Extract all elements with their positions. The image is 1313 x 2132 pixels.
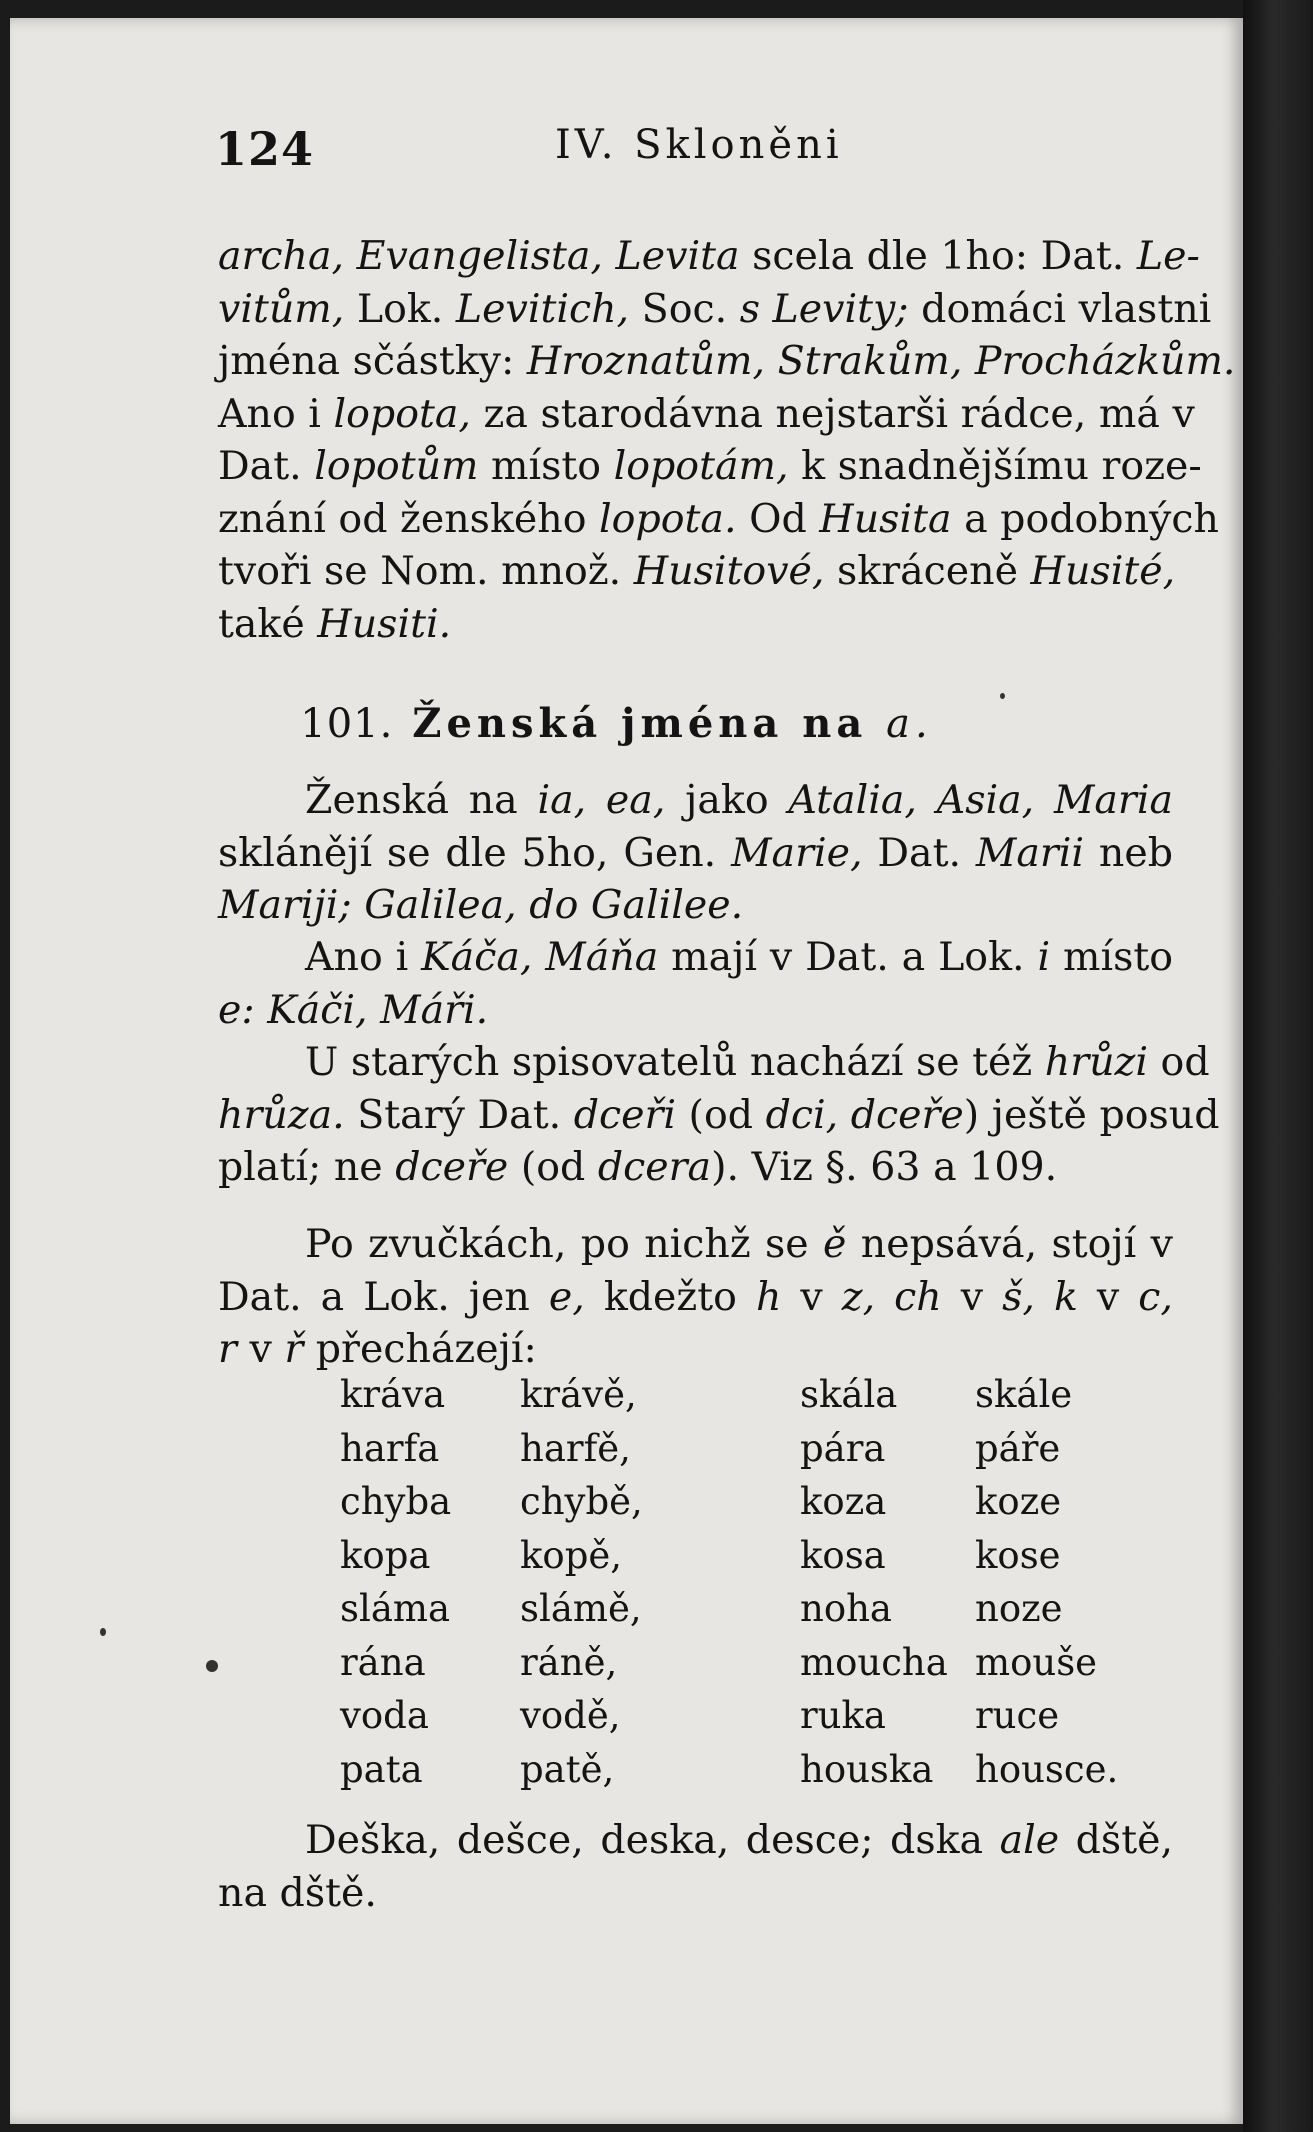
italic-text: ě: [823, 1221, 847, 1267]
italic-text: ia, ea,: [537, 777, 666, 823]
italic-text: Hroznatům, Strakům, Procházkům.: [526, 338, 1236, 384]
italic-text: lopota.: [599, 495, 737, 542]
italic-text: dci, dceře: [765, 1091, 964, 1138]
table-cell: noha: [800, 1587, 892, 1631]
text-run: (od: [676, 1091, 766, 1138]
italic-text: Le-: [1136, 233, 1200, 279]
table-cell: harfa: [340, 1426, 440, 1470]
text-line: [218, 1089, 1220, 1141]
text-line: [305, 1814, 1173, 1866]
italic-text: dcera: [597, 1144, 712, 1190]
table-cell: harfě,: [520, 1426, 631, 1470]
italic-text: Marie,: [731, 829, 863, 876]
table-cell: kráva: [340, 1373, 446, 1417]
table-row: [340, 1422, 1165, 1476]
table-cell: houska: [800, 1747, 934, 1791]
text-run: platí; ne: [218, 1144, 396, 1190]
italic-text: ř: [284, 1326, 304, 1372]
text-run: scela dle 1ho: Dat.: [739, 233, 1137, 279]
section-suffix: a.: [886, 701, 933, 747]
print-speck: [206, 1660, 218, 1672]
table-row: [340, 1743, 1165, 1797]
table-cell: chybě,: [520, 1480, 643, 1524]
text-run: ). Viz §. 63 a 109.: [711, 1144, 1058, 1190]
table-row: [340, 1636, 1165, 1690]
text-run: [1035, 1274, 1054, 1320]
italic-text: vitům,: [218, 285, 345, 332]
text-run: také: [218, 600, 318, 647]
table-cell: ruce: [975, 1694, 1060, 1738]
text-run: za starodávna nejstarši rádce, má v: [470, 390, 1195, 437]
text-run: Dat.: [218, 443, 315, 489]
text-run: ) ještě posud: [963, 1091, 1220, 1138]
italic-text: e,: [548, 1273, 585, 1320]
text-line: [218, 493, 1219, 545]
text-run: jako: [665, 777, 789, 823]
text-run: a podobných: [951, 495, 1219, 542]
table-cell: housce.: [975, 1747, 1119, 1791]
italic-text: lopota,: [333, 390, 471, 437]
text-line: [218, 1271, 1173, 1323]
italic-text: Káča, Máňa: [421, 934, 659, 980]
text-run: Starý Dat.: [344, 1091, 574, 1138]
text-line: [218, 335, 1236, 387]
italic-text: Atalia, Asia, Maria: [788, 777, 1173, 823]
text-run: skráceně: [824, 548, 1031, 594]
italic-text: š,: [1002, 1273, 1035, 1320]
text-run: k snadnějšímu roze-: [788, 443, 1202, 489]
italic-text: h: [755, 1273, 782, 1320]
text-run: Deška, dešce, deska, desce; dska: [305, 1817, 1000, 1863]
text-run: sklánějí se dle 5ho, Gen.: [218, 829, 732, 876]
italic-text: Husité,: [1030, 548, 1176, 594]
italic-text: dceři: [573, 1091, 676, 1138]
italic-text: lopotům: [314, 443, 479, 489]
table-cell: koze: [975, 1480, 1062, 1524]
table-cell: kopě,: [520, 1533, 623, 1577]
print-speck: [100, 1628, 106, 1636]
table-cell: rána: [340, 1640, 426, 1684]
text-line: [218, 827, 1173, 879]
text-run: Dat.: [862, 829, 976, 876]
text-line: [218, 1141, 1173, 1193]
print-speck: [1000, 693, 1005, 699]
text-run: Soc.: [629, 285, 740, 332]
italic-text: archa, Evangelista, Levita: [218, 233, 740, 279]
table-cell: pára: [800, 1426, 886, 1470]
text-run: tvoři se Nom. množ.: [218, 548, 634, 594]
section-heading: [0, 700, 1233, 747]
text-line: [218, 545, 1176, 597]
text-run: Lok.: [344, 285, 456, 332]
table-cell: skála: [800, 1373, 898, 1417]
text-run: U starých spisovatelů nachází se též: [305, 1039, 1045, 1085]
text-line: [305, 1218, 1173, 1270]
table-row: [340, 1475, 1165, 1529]
text-line: [305, 931, 1173, 983]
table-cell: slámě,: [520, 1587, 642, 1631]
table-cell: páře: [975, 1426, 1061, 1470]
table-cell: ruka: [800, 1694, 886, 1738]
italic-text: Marii: [975, 829, 1085, 876]
section-number: 101.: [300, 701, 394, 747]
page-edge-shadow: [1243, 0, 1313, 2132]
italic-text: hrůzi: [1044, 1039, 1148, 1085]
italic-text: z,: [841, 1273, 876, 1320]
italic-text: Mariji; Galilea, do Galilee.: [218, 882, 744, 928]
text-line: [218, 1867, 1173, 1919]
text-run: Ano i: [218, 390, 334, 437]
italic-text: lopotám,: [613, 443, 789, 489]
text-run: v: [1077, 1273, 1139, 1320]
text-run: na dště.: [218, 1869, 377, 1916]
italic-text: k: [1053, 1273, 1078, 1320]
text-run: jména sčástky:: [218, 338, 527, 384]
table-cell: kosa: [800, 1533, 886, 1577]
section-title: Ženská jména na: [412, 700, 868, 747]
table-cell: mouše: [975, 1640, 1098, 1684]
table-cell: kose: [975, 1533, 1061, 1577]
table-cell: koza: [800, 1480, 887, 1524]
italic-text: Husiti.: [317, 600, 452, 647]
italic-text: r: [218, 1326, 237, 1372]
text-run: Ano i: [305, 934, 422, 980]
text-line: [218, 984, 1173, 1036]
table-cell: moucha: [800, 1640, 948, 1684]
text-run: dště,: [1059, 1817, 1173, 1863]
text-run: místo: [478, 443, 614, 489]
table-cell: krávě,: [520, 1373, 637, 1417]
italic-text: c,: [1138, 1273, 1173, 1320]
italic-text: ch: [894, 1273, 942, 1320]
text-run: v: [941, 1273, 1003, 1320]
text-run: Od: [736, 495, 820, 542]
italic-text: ale: [999, 1817, 1060, 1863]
table-cell: pata: [340, 1747, 423, 1791]
text-run: kdežto: [584, 1273, 756, 1320]
text-line: [218, 230, 1200, 282]
declension-table: [340, 1368, 1165, 1796]
text-run: [875, 1274, 894, 1320]
table-cell: patě,: [520, 1747, 615, 1791]
italic-text: Husita: [819, 495, 952, 542]
text-run: v: [236, 1326, 285, 1372]
text-line: [218, 440, 1202, 492]
table-cell: ráně,: [520, 1640, 618, 1684]
text-run: Po zvučkách, po nichž se: [305, 1221, 824, 1267]
page-number: 124: [215, 122, 315, 176]
italic-text: hrůza.: [218, 1091, 345, 1138]
text-run: domáci vlastni: [908, 285, 1212, 332]
text-run: mají v Dat. a Lok.: [658, 934, 1038, 980]
text-line: [305, 1036, 1210, 1088]
text-run: znání od ženského: [218, 495, 600, 542]
table-cell: skále: [975, 1373, 1073, 1417]
italic-text: Levitich,: [455, 285, 630, 332]
table-row: [340, 1689, 1165, 1743]
italic-text: e: Káči, Máři.: [218, 986, 489, 1033]
text-run: (od: [508, 1144, 598, 1190]
italic-text: s Levity;: [739, 285, 909, 332]
italic-text: dceře: [395, 1144, 509, 1190]
table-row: [340, 1529, 1165, 1583]
table-row: [340, 1368, 1165, 1422]
table-cell: sláma: [340, 1587, 451, 1631]
text-line: [218, 388, 1195, 440]
text-line: [218, 598, 1173, 650]
text-run: Dat. a Lok. jen: [218, 1273, 549, 1320]
text-run: v: [781, 1273, 842, 1320]
italic-text: i: [1037, 934, 1051, 980]
text-run: neb: [1084, 829, 1173, 876]
table-cell: chyba: [340, 1480, 452, 1524]
chapter-title: IV. Skloněni: [555, 122, 843, 168]
text-line: [218, 283, 1212, 335]
table-cell: kopa: [340, 1533, 431, 1577]
text-run: místo: [1050, 934, 1173, 980]
text-line: [305, 774, 1173, 826]
text-run: od: [1147, 1039, 1210, 1085]
table-cell: voda: [340, 1694, 429, 1738]
table-cell: noze: [975, 1587, 1063, 1631]
table-row: [340, 1582, 1165, 1636]
text-run: Ženská na: [305, 777, 538, 823]
italic-text: Husitové,: [633, 548, 825, 594]
table-cell: vodě,: [520, 1694, 621, 1738]
text-run: nepsává, stojí v: [846, 1221, 1173, 1267]
text-line: [218, 879, 1173, 931]
text-run: přecházejí:: [303, 1326, 537, 1372]
